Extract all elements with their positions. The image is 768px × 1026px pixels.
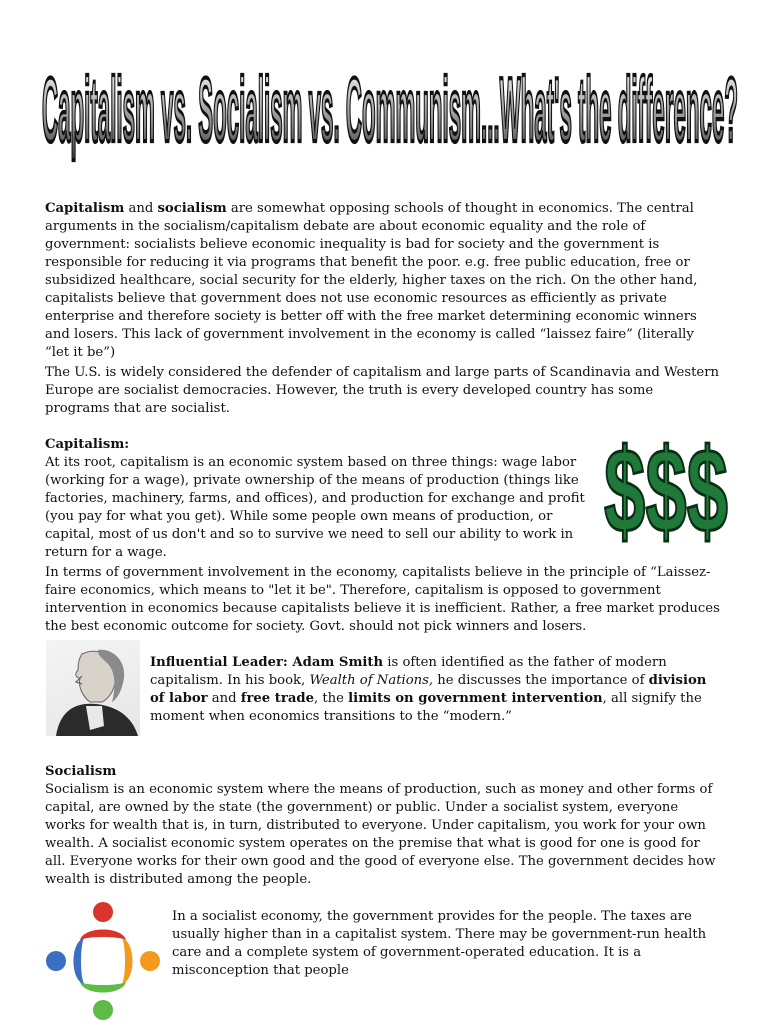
page-title (40, 50, 740, 160)
leader-limits-govt: limits on government intervention (348, 691, 603, 706)
dollar-signs-image (602, 420, 730, 550)
socialism-heading: Socialism (45, 764, 117, 779)
leader-free-trade: free trade (240, 691, 314, 706)
people-circle-icon (44, 900, 162, 1022)
intro-text: are somewhat opposing schools of thought in economics. The central arguments in the socialism/capitalism debate are about economic equality and the role of government: socialists believe economic inequality is bad for society and the government is responsible for reducing it via programs that benefit the poor. e.g. free public education, free or subsidized healthcare, social security for the elderly, higher taxes on the rich. On the other hand, capitalists believe that government does not use economic resources as efficiently as private enterprise and therefore society is better off with the free market determining economic winners and losers. This lack of government involvement in the economy is called “laissez faire” (literally “let it be”) (45, 201, 698, 360)
socialism-body: Socialism is an economic system where the means of production, such as money and other forms of capital, are owned by the state (the government) or public. Under a socialist system, everyone works for wealth that is, in turn, distributed to everyone. Under capitalism, you work for your own wealth. A socialist economic system operates on the premise that what is good for one is good for all. Everyone works for their own good and the good of everyone else. The government decides how wealth is distributed among the people. (45, 782, 716, 887)
capitalism-heading: Capitalism: (45, 437, 130, 452)
intro-and: and (124, 201, 158, 216)
us-paragraph: The U.S. is widely considered the defender of capitalism and large parts of Scandinavia and Western Europe are socialist democracies. However, the truth is every developed country has some programs that are socialist. (45, 365, 719, 416)
capitalism-body: At its root, capitalism is an economic system based on three things: wage labor (working for a wage), private ownership of the means of production (things like factories, machinery, farms, and offices), and production for exchange and profit (you pay for what you get). While some people own means of production, or capital, most of us don't and so to survive we need to sell our ability to work in return for a wage. (45, 455, 585, 560)
intro-term-capitalism: Capitalism (45, 201, 125, 216)
leader-text-3: and (207, 691, 241, 706)
leader-text-1: is often identified as the father of modern capitalism. In his book, (150, 655, 667, 688)
leader-text-5: , all signify the moment when economics transitions to the “modern.” (150, 691, 702, 724)
leader-division-of-labor: division of labor (150, 673, 707, 706)
capitalism-section (45, 436, 597, 562)
intro-term-socialism: socialism (157, 201, 227, 216)
leader-text-4: , the (313, 691, 349, 706)
government-paragraph: In terms of government involvement in the economy, capitalists believe in the principle of “Laissez-faire economics, which means to "let it be". Therefore, capitalism is opposed to government intervention in economics because capitalists believe it is inefficient. Rather, a free market produces the best economic outcome for society. Govt. should not pick winners and losers. (45, 565, 720, 634)
leader-book-title: Wealth of Nations, (309, 673, 434, 688)
page-title-text: Capitalism vs. Socialism vs. Communism...What's the difference? (42, 59, 738, 162)
intro-paragraph (45, 200, 720, 362)
socialist-economy-paragraph: In a socialist economy, the government provides for the people. The taxes are usually higher than in a capitalist system. There may be government-run health care and a complete system of government-operated education. It is a misconception that people (172, 909, 707, 978)
leader-label: Influential Leader: Adam Smith (150, 655, 384, 670)
leader-text-2: he discusses the importance of (433, 673, 649, 688)
leader-paragraph (150, 654, 720, 726)
adam-smith-portrait (46, 640, 140, 736)
socialism-section (45, 763, 720, 889)
dollar-art-text: $$$ (604, 424, 728, 550)
